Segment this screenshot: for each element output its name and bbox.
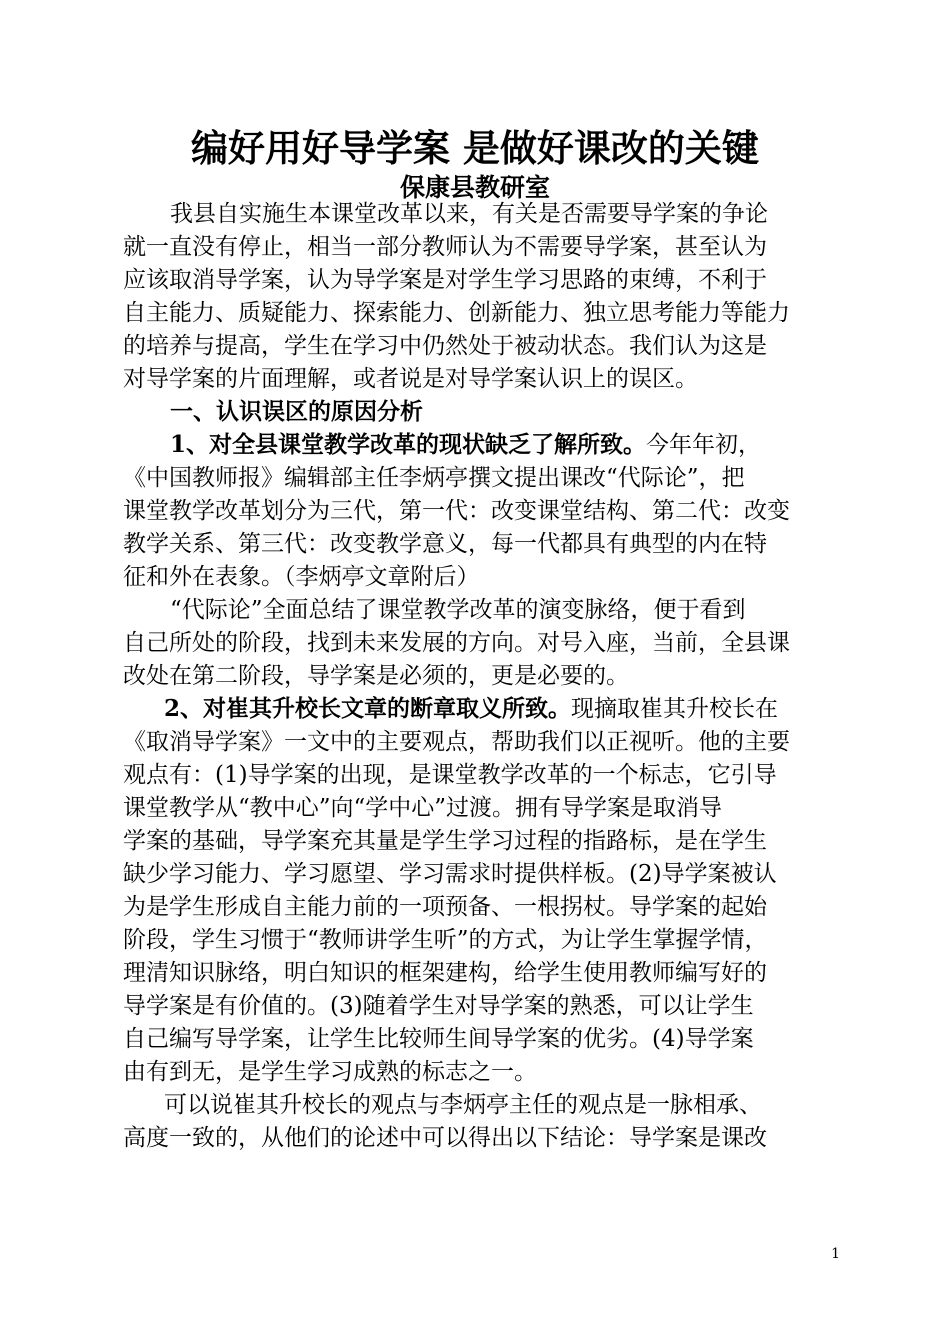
document-title: 编好用好导学案 是做好课改的关键 [191,126,759,170]
paragraph-line: 应该取消导学案，认为导学案是对学生学习思路的束缚，不利于 [123,267,767,293]
paragraph-line: 《取消导学案》一文中的主要观点，帮助我们以正视听。他的主要 [123,729,790,755]
page-number: 1 [831,1246,840,1262]
paragraph-line [164,693,830,725]
paragraph-line: 就一直没有停止，相当一部分教师认为不需要导学案，甚至认为 [123,234,767,260]
paragraph-line: 教学关系、第三代：改变教学意义，每一代都具有典型的内在特 [123,531,767,557]
paragraph-line: 高度一致的，从他们的论述中可以得出以下结论：导学案是课改 [123,1125,767,1151]
paragraph-line: 为是学生形成自主能力前的一项预备、一根拐杖。导学案的起始 [123,894,767,920]
paragraph-line: 观点有：(1)导学案的出现，是课堂教学改革的一个标志，它引导 [123,762,777,788]
paragraph-line: 对导学案的片面理解，或者说是对导学案认识上的误区。 [123,366,698,392]
paragraph-line: 改处在第二阶段，导学案是必须的，更是必要的。 [123,663,629,689]
paragraph-text: 现摘取崔其升校长在 [571,696,779,722]
paragraph-line: 自己所处的阶段，找到未来发展的方向。对号入座，当前，全县课 [123,630,790,656]
paragraph-line: 我县自实施生本课堂改革以来，有关是否需要导学案的争论 [170,201,768,227]
paragraph-line: 阶段，学生习惯于“教师讲学生听”的方式，为让学生掌握学情， [123,927,768,953]
subheading-text: 2、对崔其升校长文章的断章取义所致。 [164,695,572,722]
paragraph-line: 由有到无，是学生学习成熟的标志之一。 [123,1059,537,1085]
paragraph-line: 自己编写导学案，让学生比较师生间导学案的优劣。(4)导学案 [123,1026,754,1052]
document-author: 保康县教研室 [399,173,550,202]
paragraph-text: 今年年初， [646,432,762,458]
paragraph-line: 导学案是有价值的。(3)随着学生对导学案的熟悉，可以让学生 [123,993,754,1019]
paragraph-line: 课堂教学从“教中心”向“学中心”过渡。拥有导学案是取消导 [123,795,723,821]
paragraph-line: 《中国教师报》编辑部主任李炳亭撰文提出课改“代际论”，把 [123,465,745,491]
paragraph-line: 学案的基础，导学案充其量是学生学习过程的指路标，是在学生 [123,828,767,854]
paragraph-line: 课堂教学改革划分为三代，第一代：改变课堂结构、第二代：改变 [123,498,790,524]
paragraph-line: “代际论”全面总结了课堂教学改革的演变脉络，便于看到 [170,597,746,623]
paragraph-line: 理清知识脉络，明白知识的框架建构，给学生使用教师编写好的 [123,960,767,986]
paragraph-line: 征和外在表象。（李炳亭文章附后） [123,564,480,590]
section-heading: 一、认识误区的原因分析 [170,398,423,425]
paragraph-line: 缺少学习能力、学习愿望、学习需求时提供样板。(2)导学案被认 [123,861,777,887]
paragraph-line: 的培养与提高，学生在学习中仍然处于被动状态。我们认为这是 [123,333,767,359]
paragraph-line: 可以说崔其升校长的观点与李炳亭主任的观点是一脉相承、 [164,1092,762,1118]
paragraph-line [170,429,830,461]
subheading-text: 1、对全县课堂教学改革的现状缺乏了解所致。 [170,431,647,458]
paragraph-line: 自主能力、质疑能力、探索能力、创新能力、独立思考能力等能力 [123,300,790,326]
